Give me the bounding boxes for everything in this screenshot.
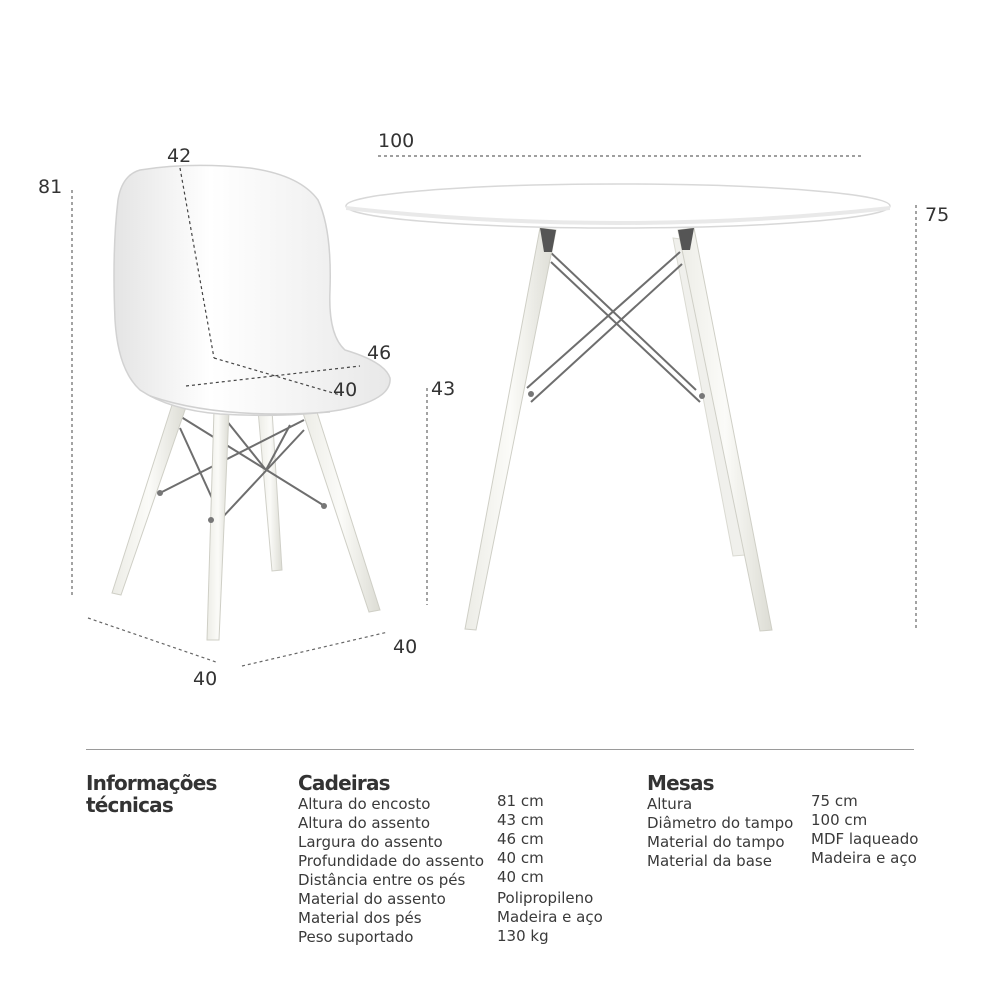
mesas-label: Material do tampo [647,833,785,851]
cadeiras-label: Profundidade do assento [298,852,485,870]
section-divider [86,749,914,750]
cadeiras-value: 81 cm [497,792,544,810]
mesas-value: 100 cm [811,811,868,829]
mesas-value: 75 cm [811,792,858,810]
cadeiras-value: 43 cm [497,811,544,829]
cadeiras-value: Madeira e aço [497,908,603,926]
cadeiras-heading: Cadeiras [298,771,390,795]
chair-drawing [112,165,390,640]
cadeiras-label: Peso suportado [298,928,414,946]
cadeiras-label: Altura do assento [298,814,431,832]
dim-label-table-diameter: 100 [378,130,415,152]
cadeiras-label: Altura do encosto [298,795,431,813]
table-right-leg [678,228,772,631]
cadeiras-label: Distância entre os pés [298,871,466,889]
chair-steel-rods [158,415,323,520]
cadeiras-label: Material dos pés [298,909,422,927]
chair-back-leg [258,410,282,571]
cadeiras-value: 40 cm [497,849,544,867]
dim-label-chair-height: 81 [38,176,63,198]
table-steel-rods [527,250,700,402]
table-left-leg [465,228,556,630]
dim-label-chair-back-width: 42 [167,145,192,167]
info-title-line2: técnicas [86,793,173,817]
table-rear-leg [673,238,745,556]
dim-label-foot-distance-front: 40 [193,668,218,690]
chair-right-leg [302,409,380,612]
cadeiras-label: Material do assento [298,890,446,908]
cadeiras-value: 46 cm [497,830,544,848]
chair-left-leg [112,405,186,595]
chair-front-leg [207,410,229,640]
mesas-value: MDF laqueado [811,830,919,848]
dim-label-seat-depth: 40 [333,379,358,401]
cadeiras-value: 40 cm [497,868,544,886]
info-title-line1: Informações [86,771,217,795]
mesas-label: Material da base [647,852,772,870]
mesas-value: Madeira e aço [811,849,917,867]
dim-label-foot-distance-side: 40 [393,636,418,658]
mesas-label: Diâmetro do tampo [647,814,794,832]
dim-label-seat-height: 43 [431,378,456,400]
cadeiras-label: Largura do assento [298,833,443,851]
cadeiras-value: 130 kg [497,927,549,945]
mesas-heading: Mesas [647,771,714,795]
cadeiras-value: Polipropileno [497,889,594,907]
dim-label-seat-width: 46 [367,342,392,364]
dim-label-table-height: 75 [925,204,950,226]
mesas-label: Altura [647,795,693,813]
